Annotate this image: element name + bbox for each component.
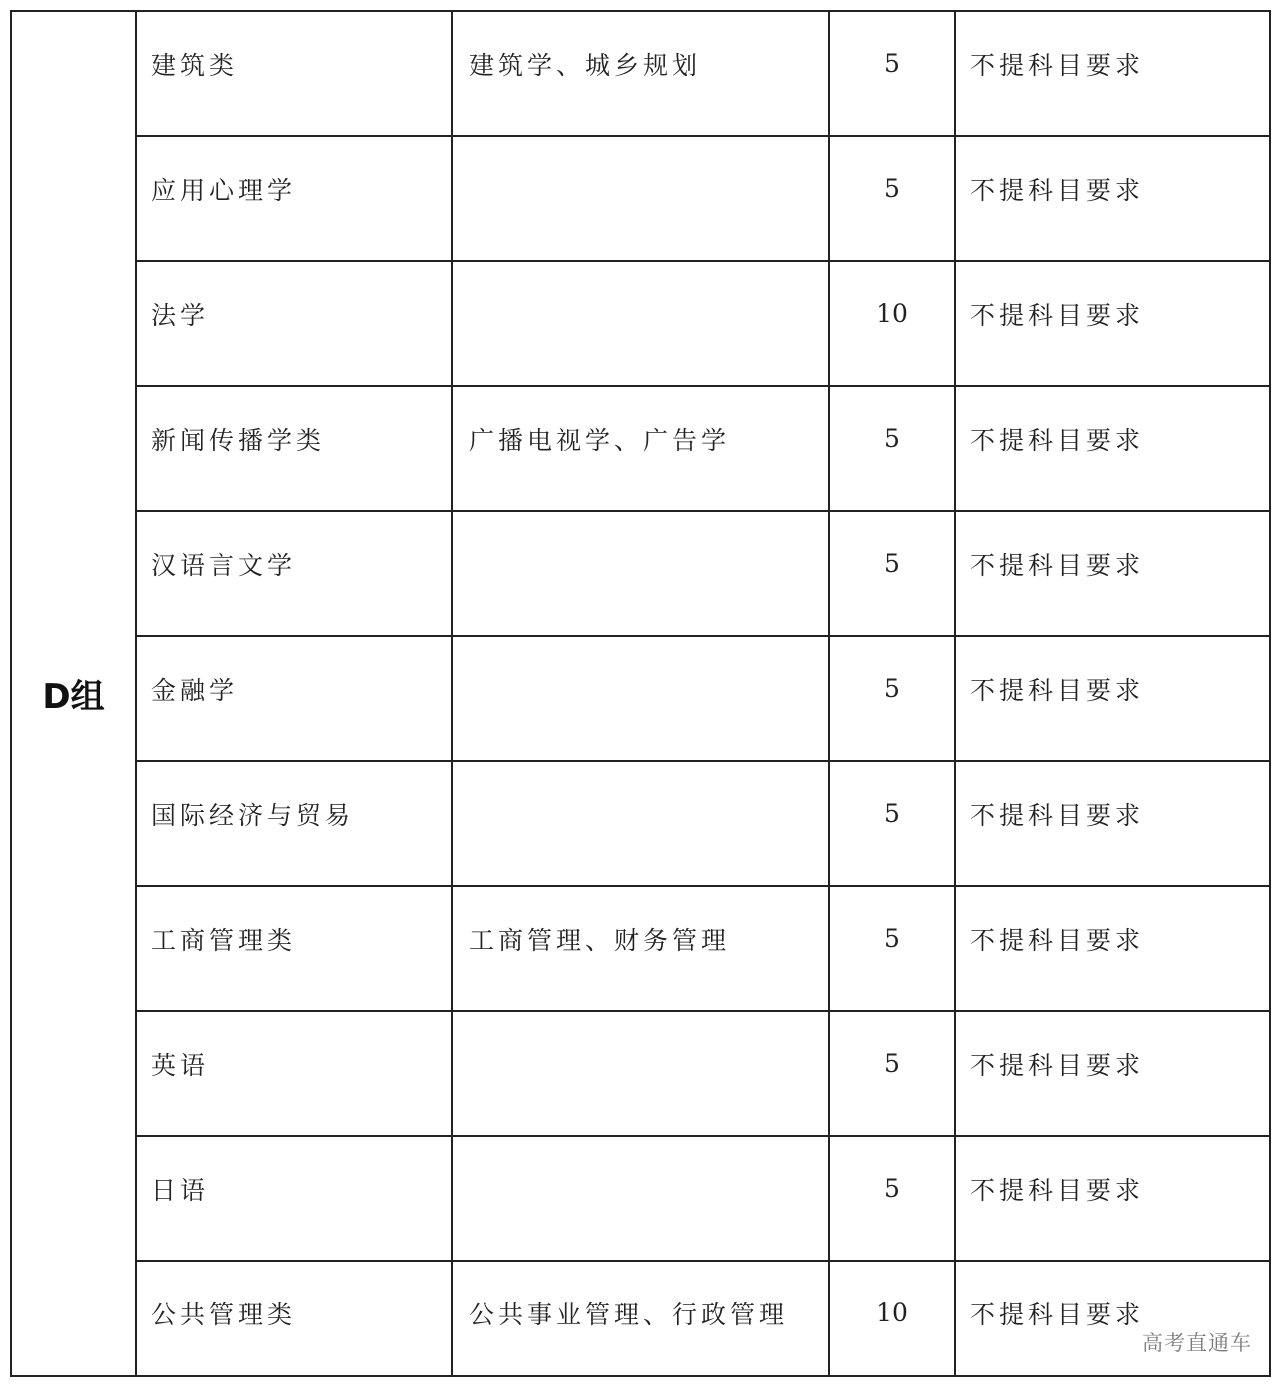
- table-row: [11, 1136, 1270, 1261]
- table-row: [11, 261, 1270, 386]
- major-cell: 日语: [136, 1136, 452, 1261]
- group-label-cell: [11, 11, 136, 1376]
- requirement-cell: 不提科目要求: [955, 136, 1270, 261]
- requirement-cell: 不提科目要求: [955, 1136, 1270, 1261]
- count-cell: 5: [829, 386, 955, 511]
- fields-cell: 建筑学、城乡规划: [452, 11, 829, 136]
- major-cell: 公共管理类: [136, 1261, 452, 1376]
- major-cell: 建筑类: [136, 11, 452, 136]
- major-cell: 英语: [136, 1011, 452, 1136]
- watermark: 高考直通车: [1142, 1331, 1252, 1355]
- count-cell: 5: [829, 761, 955, 886]
- requirement-cell: 不提科目要求: [955, 1261, 1270, 1376]
- fields-cell: 公共事业管理、行政管理: [452, 1261, 829, 1376]
- table-row: [11, 11, 1270, 136]
- count-cell: 5: [829, 11, 955, 136]
- table-row: [11, 1011, 1270, 1136]
- count-cell: 10: [829, 261, 955, 386]
- major-cell: 法学: [136, 261, 452, 386]
- requirement-cell: 不提科目要求: [955, 1011, 1270, 1136]
- major-cell: 新闻传播学类: [136, 386, 452, 511]
- table-row: [11, 761, 1270, 886]
- count-cell: 10: [829, 1261, 955, 1376]
- count-cell: 5: [829, 1011, 955, 1136]
- major-cell: 工商管理类: [136, 886, 452, 1011]
- table-row: [11, 1261, 1270, 1376]
- table-body: [11, 11, 1270, 1376]
- count-cell: 5: [829, 886, 955, 1011]
- table-row: [11, 136, 1270, 261]
- requirement-cell: 不提科目要求: [955, 886, 1270, 1011]
- major-cell: 汉语言文学: [136, 511, 452, 636]
- major-cell: 应用心理学: [136, 136, 452, 261]
- major-cell: 金融学: [136, 636, 452, 761]
- group-label: D组: [42, 677, 105, 717]
- enrollment-table: [10, 10, 1271, 1377]
- requirement-cell: 不提科目要求: [955, 511, 1270, 636]
- fields-cell: [452, 761, 829, 886]
- requirement-cell: 不提科目要求: [955, 761, 1270, 886]
- requirement-cell: 不提科目要求: [955, 636, 1270, 761]
- requirement-cell: 不提科目要求: [955, 386, 1270, 511]
- table-row: [11, 886, 1270, 1011]
- count-cell: 5: [829, 1136, 955, 1261]
- count-cell: 5: [829, 136, 955, 261]
- fields-cell: [452, 136, 829, 261]
- fields-cell: [452, 1011, 829, 1136]
- table-row: [11, 386, 1270, 511]
- fields-cell: 工商管理、财务管理: [452, 886, 829, 1011]
- fields-cell: 广播电视学、广告学: [452, 386, 829, 511]
- count-cell: 5: [829, 636, 955, 761]
- requirement-cell: 不提科目要求: [955, 11, 1270, 136]
- table-row: [11, 636, 1270, 761]
- count-cell: 5: [829, 511, 955, 636]
- fields-cell: [452, 636, 829, 761]
- requirement-cell: 不提科目要求: [955, 261, 1270, 386]
- major-cell: 国际经济与贸易: [136, 761, 452, 886]
- fields-cell: [452, 261, 829, 386]
- fields-cell: [452, 511, 829, 636]
- table-row: [11, 511, 1270, 636]
- fields-cell: [452, 1136, 829, 1261]
